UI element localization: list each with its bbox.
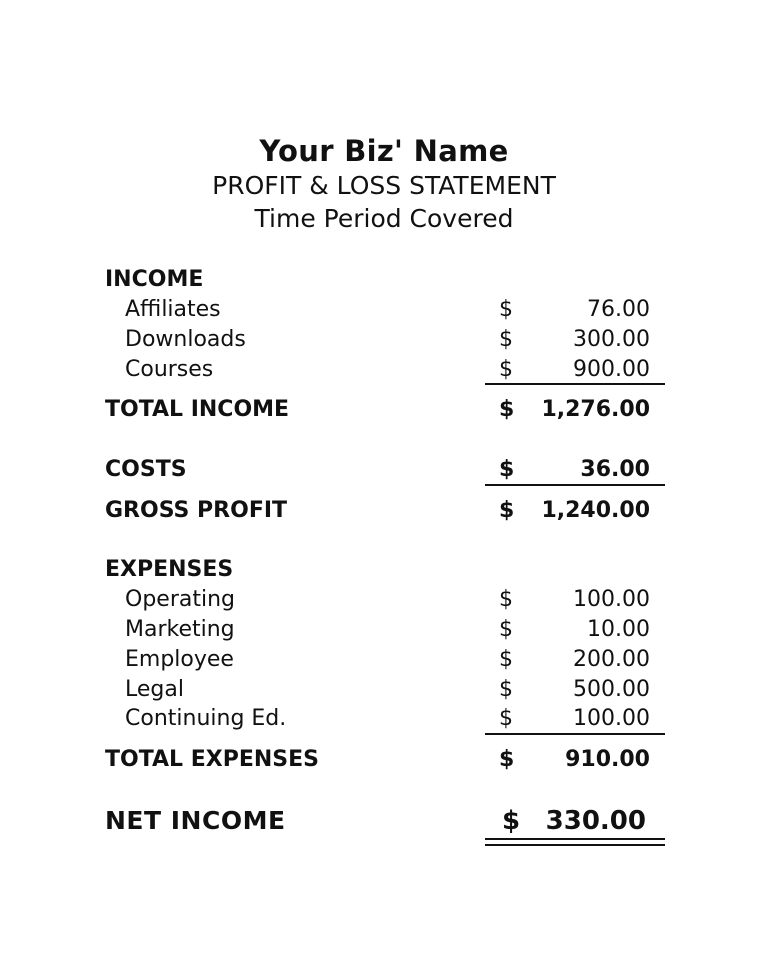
currency-symbol: $ <box>499 587 513 612</box>
income-row-affiliates <box>0 297 780 327</box>
currency-symbol: $ <box>499 327 513 352</box>
costs-row <box>0 457 780 487</box>
time-period: Time Period Covered <box>254 204 514 233</box>
expenses-heading: EXPENSES <box>105 557 234 582</box>
gross-profit-row <box>0 498 780 528</box>
net-income-row <box>0 806 780 842</box>
income-item-amount: 900.00 <box>573 357 650 382</box>
net-income-double-rule <box>485 838 665 846</box>
gross-profit-amount: 1,240.00 <box>541 498 650 523</box>
expense-item-amount: 100.00 <box>573 587 650 612</box>
expense-item-amount: 10.00 <box>587 617 650 642</box>
expense-row-continuing-ed <box>0 706 780 736</box>
currency-symbol: $ <box>499 677 513 702</box>
expense-item-amount: 100.00 <box>573 706 650 731</box>
expense-item-label: Legal <box>125 677 184 702</box>
costs-label: COSTS <box>105 457 187 482</box>
currency-symbol: $ <box>499 706 513 731</box>
net-income-amount: 330.00 <box>545 806 646 836</box>
expense-row-operating <box>0 587 780 617</box>
total-expenses-label: TOTAL EXPENSES <box>105 747 319 772</box>
net-income-label: NET INCOME <box>105 806 286 835</box>
currency-symbol: $ <box>502 806 521 836</box>
gross-profit-label: GROSS PROFIT <box>105 498 288 523</box>
income-row-downloads <box>0 327 780 357</box>
income-item-label: Downloads <box>125 327 246 352</box>
expense-item-label: Marketing <box>125 617 235 642</box>
total-expenses-amount: 910.00 <box>565 747 650 772</box>
income-item-label: Affiliates <box>125 297 221 322</box>
expense-item-label: Employee <box>125 647 234 672</box>
income-heading-row <box>0 267 780 297</box>
income-item-amount: 300.00 <box>573 327 650 352</box>
total-income-label: TOTAL INCOME <box>105 397 290 422</box>
income-subtotal-rule <box>485 383 665 385</box>
currency-symbol: $ <box>499 457 515 482</box>
expenses-heading-row <box>0 557 780 587</box>
expense-item-amount: 200.00 <box>573 647 650 672</box>
currency-symbol: $ <box>499 297 513 322</box>
expense-item-label: Continuing Ed. <box>125 706 287 731</box>
currency-symbol: $ <box>499 357 513 382</box>
business-name: Your Biz' Name <box>259 134 509 168</box>
costs-amount: 36.00 <box>580 457 650 482</box>
expense-row-marketing <box>0 617 780 647</box>
income-item-label: Courses <box>125 357 214 382</box>
currency-symbol: $ <box>499 617 513 642</box>
total-income-row <box>0 397 780 427</box>
currency-symbol: $ <box>499 397 515 422</box>
currency-symbol: $ <box>499 747 515 772</box>
income-item-amount: 76.00 <box>587 297 650 322</box>
total-income-amount: 1,276.00 <box>541 397 650 422</box>
income-heading: INCOME <box>105 267 204 292</box>
statement-title: PROFIT & LOSS STATEMENT <box>212 171 556 200</box>
expense-row-employee <box>0 647 780 677</box>
total-expenses-row <box>0 747 780 777</box>
currency-symbol: $ <box>499 647 513 672</box>
expenses-subtotal-rule <box>485 733 665 735</box>
expense-item-amount: 500.00 <box>573 677 650 702</box>
expense-item-label: Operating <box>125 587 235 612</box>
costs-rule <box>485 484 665 486</box>
expense-row-legal <box>0 677 780 707</box>
currency-symbol: $ <box>499 498 515 523</box>
